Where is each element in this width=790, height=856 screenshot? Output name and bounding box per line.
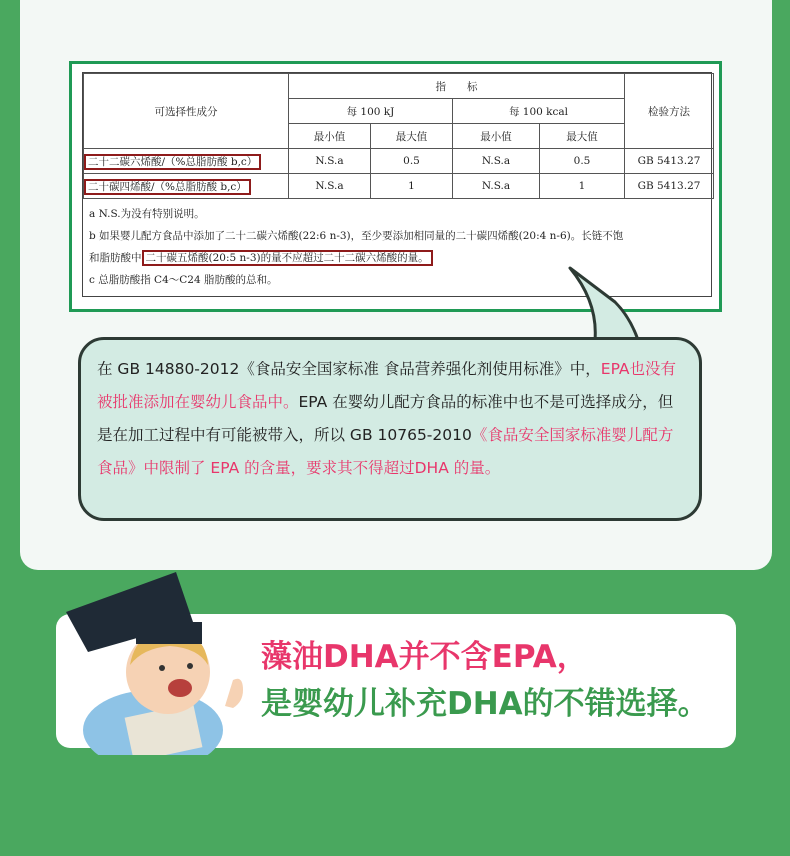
header-index: 指 标 [289,74,625,99]
row-name: 二十碳四烯酸/（%总脂肪酸 b,c） [84,179,251,195]
cell: 0.5 [371,149,453,174]
bubble-tail [560,262,650,344]
header-per-kj: 每 100 kJ [289,99,453,124]
col-max: 最大值 [540,124,625,149]
bubble-text-1: 在 GB 14880-2012《食品安全国家标准 食品营养强化剂使用标准》中， [97,360,601,378]
cell: N.S.a [289,149,371,174]
headline-line2: 是婴幼儿补充DHA的不错选择。 [261,686,709,722]
header-component: 可选择性成分 [84,74,289,149]
table-row [84,174,714,199]
note-a: a N.S.为没有特别说明。 [89,208,205,220]
cell: N.S.a [453,174,540,199]
cell: GB 5413.27 [625,174,714,199]
cell: N.S.a [453,149,540,174]
bubble-text-2: EPA也没有被批准添加在婴幼儿食品中。 [97,360,677,411]
bubble-text-3: EPA 在婴幼儿配方食品的标准中也不是可选择成分，但是在加工过程中有可能被带入，所以 GB 10765-2010 [97,393,674,444]
table-row [84,149,714,174]
bubble-text-4: 《食品安全国家标准婴儿配方食品》中限制了 EPA 的含量，要求其不得超过DHA 的量。 [97,426,674,477]
col-min: 最小值 [453,124,540,149]
note-b-line1: b 如果婴儿配方食品中添加了二十二碳六烯酸(22:6 n-3)，至少要添加相同量的二十碳四烯酸(20:4 n-6)。长链不饱 [89,230,624,242]
nutrient-table [83,73,714,199]
cell: 1 [371,174,453,199]
note-b-prefix: 和脂肪酸中 [89,252,142,264]
note-c: c 总脂肪酸指 C4～C24 脂肪酸的总和。 [89,274,278,286]
header-method: 检验方法 [625,74,714,149]
header-per-kcal: 每 100 kcal [453,99,625,124]
child-graduate-illustration [58,560,258,755]
cell: GB 5413.27 [625,149,714,174]
cell: 1 [540,174,625,199]
col-max: 最大值 [371,124,453,149]
note-b-highlight: 二十碳五烯酸(20:5 n-3)的量不应超过二十二碳六烯酸的量。 [142,250,433,266]
col-min: 最小值 [289,124,371,149]
headline [261,634,709,728]
cell: 0.5 [540,149,625,174]
headline-line1: 藻油DHA并不含EPA， [261,639,588,675]
explanation-bubble [78,337,702,521]
cell: N.S.a [289,174,371,199]
row-name: 二十二碳六烯酸/（%总脂肪酸 b,c） [84,154,261,170]
